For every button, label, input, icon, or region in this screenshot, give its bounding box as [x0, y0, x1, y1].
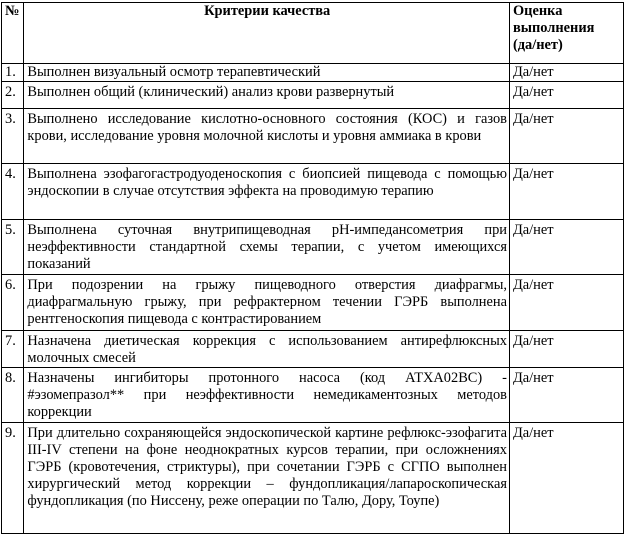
row-criterion: При длительно сохраняющейся эндоскопической картине рефлюкс-эзофагита III-IV степени на фоне неоднократных курсов терапии, при осложнениях ГЭРБ (кровотечения, стриктуры), при сочетании ГЭРБ с СГПО выполнен хирургический метод коррекции – фундопликация/лапароскопическая фундопликация (по Ниссену, реже операции по Талю, Дору, Тоупе) [24, 423, 510, 534]
table-header-row [2, 3, 624, 64]
row-criterion: Выполнен визуальный осмотр терапевтический [24, 64, 510, 82]
row-criterion: Выполнена эзофагогастродуоденоскопия с биопсией пищевода с помощью эндоскопии в случае отсутствия эффекта на проводимую терапию [24, 164, 510, 220]
row-result: Да/нет [509, 82, 623, 109]
table-row [2, 368, 624, 423]
row-result: Да/нет [509, 368, 623, 423]
table-row [2, 331, 624, 368]
table-row [2, 220, 624, 275]
table-row [2, 164, 624, 220]
row-num: 1. [2, 64, 24, 82]
row-result: Да/нет [509, 275, 623, 331]
header-criteria: Критерии качества [24, 3, 510, 64]
row-criterion: При подозрении на грыжу пищеводного отверстия диафрагмы, диафрагмальную грыжу, при рефрактерном течении ГЭРБ выполнена рентгеноскопия пищевода с контрастированием [24, 275, 510, 331]
row-criterion: Выполнено исследование кислотно-основного состояния (КОС) и газов крови, исследование уровня молочной кислоты и уровня аммиака в крови [24, 109, 510, 164]
row-criterion: Назначена диетическая коррекция с использованием антирефлюксных молочных смесей [24, 331, 510, 368]
row-criterion: Выполнен общий (клинический) анализ крови развернутый [24, 82, 510, 109]
row-num: 5. [2, 220, 24, 275]
row-num: 8. [2, 368, 24, 423]
table-row [2, 82, 624, 109]
header-num: № [2, 3, 24, 64]
row-criterion: Выполнена суточная внутрипищеводная рН-импедансометрия при неэффективности стандартной схемы терапии, с учетом имеющихся показаний [24, 220, 510, 275]
row-result: Да/нет [509, 109, 623, 164]
row-result: Да/нет [509, 64, 623, 82]
row-num: 7. [2, 331, 24, 368]
row-num: 4. [2, 164, 24, 220]
table-row [2, 423, 624, 534]
header-result: Оценка выполнения (да/нет) [509, 3, 623, 64]
row-result: Да/нет [509, 423, 623, 534]
table-row [2, 109, 624, 164]
row-num: 9. [2, 423, 24, 534]
table-row [2, 275, 624, 331]
row-criterion: Назначены ингибиторы протонного насоса (код АТХA02BC) - #эзомепразол** при неэффективности немедикаментозных методов коррекции [24, 368, 510, 423]
table-row [2, 64, 624, 82]
row-result: Да/нет [509, 220, 623, 275]
quality-criteria-table [1, 2, 624, 534]
row-result: Да/нет [509, 164, 623, 220]
row-result: Да/нет [509, 331, 623, 368]
row-num: 6. [2, 275, 24, 331]
row-num: 3. [2, 109, 24, 164]
row-num: 2. [2, 82, 24, 109]
